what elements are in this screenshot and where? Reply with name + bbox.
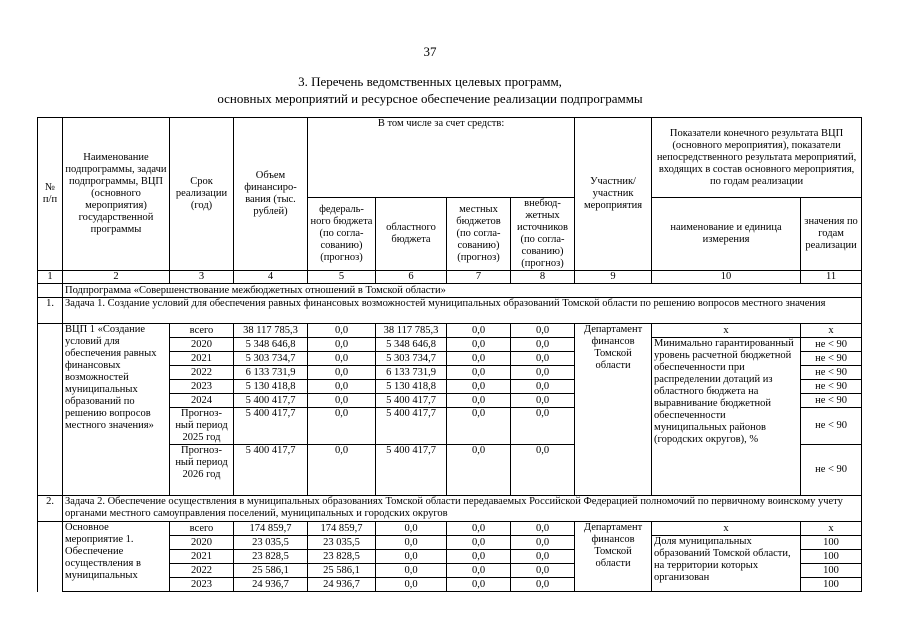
cell-year: 2020	[170, 338, 234, 352]
cell-local: 0,0	[447, 338, 511, 352]
cell-federal: 0,0	[308, 380, 376, 394]
cell-external: 0,0	[511, 408, 575, 445]
cell-total: 5 303 734,7	[234, 352, 308, 366]
cell-year: 2023	[170, 380, 234, 394]
cell-year: всего	[170, 522, 234, 536]
cell-value: не < 90	[801, 394, 862, 408]
cell-regional: 0,0	[376, 536, 447, 550]
cell-value: не < 90	[801, 352, 862, 366]
cell-year: 2020	[170, 536, 234, 550]
header-group-indicators: Показатели конечного результата ВЦП (основного мероприятия), показатели непосредственного результата мероприятий, входящих в состав основного мероприятия, по годам реализации	[652, 118, 862, 198]
cell-federal: 174 859,7	[308, 522, 376, 536]
cell-regional: 0,0	[376, 550, 447, 564]
header-col-participant: Участник/ участник мероприятия	[575, 118, 652, 271]
cell-external: 0,0	[511, 338, 575, 352]
cell-external: 0,0	[511, 536, 575, 550]
cell-external: 0,0	[511, 394, 575, 408]
header-col-indicator-name: наименование и единица измерения	[652, 198, 801, 271]
col-number: 8	[511, 271, 575, 284]
header-col-indicator-values: значения по годам реализации	[801, 198, 862, 271]
title-line-1: 3. Перечень ведомственных целевых программ,	[298, 74, 562, 89]
cell-regional: 6 133 731,9	[376, 366, 447, 380]
cell-regional: 0,0	[376, 564, 447, 578]
cell-local: 0,0	[447, 550, 511, 564]
page-number: 37	[423, 44, 437, 59]
cell-local: 0,0	[447, 324, 511, 338]
page-title	[0, 73, 860, 107]
subprogram-row	[38, 284, 862, 298]
cell-regional: 5 303 734,7	[376, 352, 447, 366]
cell-value: не < 90	[801, 445, 862, 496]
cell-year: 2024	[170, 394, 234, 408]
task-1-name: ВЦП 1 «Создание условий для обеспечения равных финансовых возможностей муниципальных образований по решению вопросов местного значения»	[63, 324, 170, 496]
task-1-participant: Департамент финансов Томской области	[575, 324, 652, 496]
header-col-external: внебюд-жетных источников (по согла-сованию) (прогноз)	[511, 198, 575, 271]
cell-total: 5 130 418,8	[234, 380, 308, 394]
cell-year: 2023	[170, 578, 234, 592]
cell-year: 2022	[170, 366, 234, 380]
cell-regional: 5 348 646,8	[376, 338, 447, 352]
col-number: 2	[63, 271, 170, 284]
col-number: 4	[234, 271, 308, 284]
cell-value: 100	[801, 564, 862, 578]
task-1-row	[38, 298, 862, 324]
cell-total: 23 828,5	[234, 550, 308, 564]
cell-local: 0,0	[447, 366, 511, 380]
subprogram-title: Подпрограмма «Совершенствование межбюджетных отношений в Томской области»	[63, 284, 862, 298]
cell-local: 0,0	[447, 445, 511, 496]
task-2-name: Основное мероприятие 1. Обеспечение осуществления в муниципальных	[63, 522, 170, 592]
cell-regional: 5 400 417,7	[376, 394, 447, 408]
header-col-local: местных бюджетов (по согла-сованию) (прогноз)	[447, 198, 511, 271]
cell-regional: 38 117 785,3	[376, 324, 447, 338]
col-number: 10	[652, 271, 801, 284]
cell-federal: 0,0	[308, 394, 376, 408]
cell-external: 0,0	[511, 380, 575, 394]
cell-federal: 0,0	[308, 324, 376, 338]
column-numbers-row	[38, 271, 862, 284]
cell-federal: 24 936,7	[308, 578, 376, 592]
cell-year: 2022	[170, 564, 234, 578]
title-line-2: основных мероприятий и ресурсное обеспечение реализации подпрограммы	[217, 91, 643, 106]
task-1-indicator: Минимально гарантированный уровень расчетной бюджетной обеспеченности при распределении дотаций из областного бюджета на выравнивание бюджетной обеспеченности муниципальных районов (городских округов), %	[652, 338, 801, 496]
cell-federal: 0,0	[308, 352, 376, 366]
task-2-number: 2.	[38, 496, 63, 522]
cell-external: 0,0	[511, 352, 575, 366]
cell-local: 0,0	[447, 394, 511, 408]
cell-federal: 0,0	[308, 366, 376, 380]
cell-value: 100	[801, 536, 862, 550]
cell-value: не < 90	[801, 338, 862, 352]
cell-value: 100	[801, 578, 862, 592]
cell-local: 0,0	[447, 536, 511, 550]
cell-external: 0,0	[511, 366, 575, 380]
col-number: 3	[170, 271, 234, 284]
header-col-name: Наименование подпрограммы, задачи подпрограммы, ВЦП (основного мероприятия) государственной программы	[63, 118, 170, 271]
header-col-no: № п/п	[38, 118, 63, 271]
col-number: 5	[308, 271, 376, 284]
col-number: 1	[38, 271, 63, 284]
header-col-regional: областного бюджета	[376, 198, 447, 271]
cell-total: 25 586,1	[234, 564, 308, 578]
cell-total: 23 035,5	[234, 536, 308, 550]
cell-external: 0,0	[511, 445, 575, 496]
cell-year: 2021	[170, 550, 234, 564]
cell-external: 0,0	[511, 578, 575, 592]
cell-total: 5 400 417,7	[234, 408, 308, 445]
cell-local: 0,0	[447, 522, 511, 536]
cell-value: 100	[801, 550, 862, 564]
cell-external: 0,0	[511, 324, 575, 338]
cell-total: 6 133 731,9	[234, 366, 308, 380]
cell-local: 0,0	[447, 408, 511, 445]
task-2-data-row	[38, 522, 862, 536]
cell-regional: 0,0	[376, 522, 447, 536]
cell-local: 0,0	[447, 564, 511, 578]
cell-federal: 0,0	[308, 338, 376, 352]
cell-value: х	[801, 522, 862, 536]
cell-regional: 5 400 417,7	[376, 445, 447, 496]
cell-indicator-x: х	[652, 324, 801, 338]
cell-year: 2021	[170, 352, 234, 366]
cell-external: 0,0	[511, 522, 575, 536]
cell-regional: 5 130 418,8	[376, 380, 447, 394]
cell-total: 38 117 785,3	[234, 324, 308, 338]
task-1-number: 1.	[38, 298, 63, 324]
cell-federal: 23 035,5	[308, 536, 376, 550]
cell-regional: 0,0	[376, 578, 447, 592]
col-number: 6	[376, 271, 447, 284]
task-1-text: Задача 1. Создание условий для обеспечения равных финансовых возможностей муниципальных образований Томской области по решению вопросов местного значения	[63, 298, 862, 324]
cell-total: 5 400 417,7	[234, 445, 308, 496]
cell-regional: 5 400 417,7	[376, 408, 447, 445]
col-number: 7	[447, 271, 511, 284]
cell-federal: 25 586,1	[308, 564, 376, 578]
header-col-volume: Объем финансиро-вания (тыс. рублей)	[234, 118, 308, 271]
cell-federal: 0,0	[308, 445, 376, 496]
cell-total: 174 859,7	[234, 522, 308, 536]
cell-value: х	[801, 324, 862, 338]
cell-total: 5 400 417,7	[234, 394, 308, 408]
cell-value: не < 90	[801, 380, 862, 394]
cell-external: 0,0	[511, 550, 575, 564]
col-number: 9	[575, 271, 652, 284]
cell-local: 0,0	[447, 352, 511, 366]
header-col-period: Срок реализации (год)	[170, 118, 234, 271]
task-2-row	[38, 496, 862, 522]
task-1-data-row	[38, 324, 862, 338]
cell-local: 0,0	[447, 578, 511, 592]
cell-indicator-x: х	[652, 522, 801, 536]
cell-year: Прогноз-ный период 2026 год	[170, 445, 234, 496]
cell-total: 5 348 646,8	[234, 338, 308, 352]
header-row-1	[38, 118, 862, 198]
cell-year: Прогноз-ный период 2025 год	[170, 408, 234, 445]
header-col-federal: федераль-ного бюджета (по согла-сованию) (прогноз)	[308, 198, 376, 271]
cell-year: всего	[170, 324, 234, 338]
cell-external: 0,0	[511, 564, 575, 578]
cell-total: 24 936,7	[234, 578, 308, 592]
task-2-text: Задача 2. Обеспечение осуществления в муниципальных образованиях Томской области передаваемых Российской Федерацией полномочий по первичному воинскому учету органами местного самоуправления поселений, муниципальных и городских округов	[63, 496, 862, 522]
task-2-participant: Департамент финансов Томской области	[575, 522, 652, 592]
cell-value: не < 90	[801, 408, 862, 445]
cell-federal: 0,0	[308, 408, 376, 445]
task-2-indicator: Доля муниципальных образований Томской области, на территории которых организован	[652, 536, 801, 592]
cell-value: не < 90	[801, 366, 862, 380]
cell-federal: 23 828,5	[308, 550, 376, 564]
header-group-sources: В том числе за счет средств:	[308, 118, 575, 198]
col-number: 11	[801, 271, 862, 284]
cell-local: 0,0	[447, 380, 511, 394]
program-table	[37, 117, 862, 592]
